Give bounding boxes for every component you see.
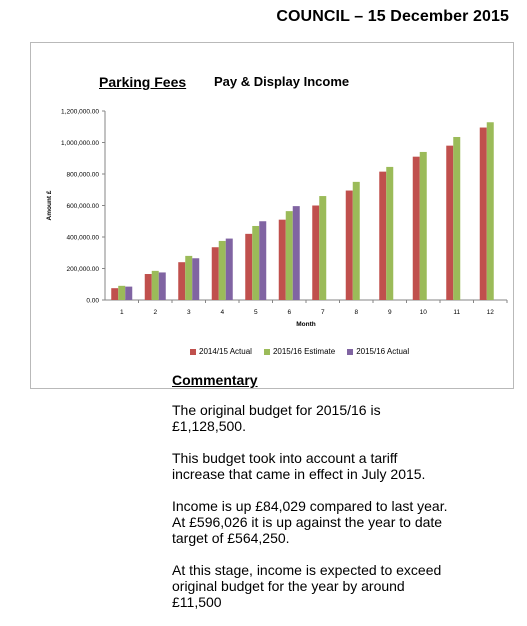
commentary-paragraph: The original budget for 2015/16 is £1,128,500. [172, 402, 381, 434]
bar-2014-15-actual [145, 274, 152, 300]
bar-2015-16-estimate [219, 241, 226, 300]
legend-swatch [264, 349, 270, 355]
bar-2014-15-actual [480, 128, 487, 300]
legend-item [190, 347, 252, 356]
x-tick-label: 12 [486, 309, 494, 316]
bar-2015-16-estimate [319, 196, 326, 300]
y-axis-label: Amount £ [46, 190, 53, 221]
bar-2014-15-actual [312, 206, 319, 301]
bar-2015-16-estimate [152, 271, 159, 300]
bar-2015-16-estimate [286, 211, 293, 300]
bar-2015-16-actual [226, 239, 233, 300]
bar-2014-15-actual [111, 288, 118, 300]
bar-2014-15-actual [178, 262, 185, 300]
x-tick-label: 4 [220, 309, 225, 316]
bar-2015-16-actual [159, 272, 166, 300]
y-tick-label: 200,000.00 [66, 266, 99, 273]
x-tick-label: 1 [119, 309, 124, 316]
bar-2014-15-actual [245, 234, 252, 300]
commentary-heading: Commentary [172, 372, 258, 388]
legend-swatch [190, 349, 196, 355]
legend-label: 2014/15 Actual [199, 347, 252, 356]
x-tick-label: 11 [453, 309, 461, 316]
legend-item [347, 347, 409, 356]
page-header: COUNCIL – 15 December 2015 [276, 8, 509, 25]
bar-2014-15-actual [413, 157, 420, 300]
x-tick-label: 10 [419, 309, 427, 316]
x-tick-label: 8 [354, 309, 359, 316]
x-tick-label: 9 [387, 309, 392, 316]
chart-subtitle: Pay & Display Income [214, 74, 350, 89]
bar-2014-15-actual [212, 247, 219, 300]
y-tick-label: 400,000.00 [66, 234, 99, 242]
commentary-paragraph: This budget took into account a tariff increase that came in effect in July 2015. [172, 450, 426, 482]
bar-chart [31, 43, 515, 390]
chart-legend [190, 347, 409, 356]
bar-2014-15-actual [346, 191, 353, 300]
legend-label: 2015/16 Estimate [272, 347, 336, 356]
x-tick-label: 3 [186, 309, 191, 316]
bar-2015-16-estimate [386, 167, 393, 300]
y-tick-label: 1,000,000.00 [61, 140, 99, 147]
bar-2015-16-estimate [185, 256, 192, 300]
y-tick-label: 600,000.00 [66, 203, 99, 210]
legend-item [264, 347, 335, 356]
legend-label: 2015/16 Actual [356, 347, 410, 356]
chart-panel [30, 42, 514, 389]
bar-2015-16-estimate [118, 286, 125, 300]
commentary-paragraph: Income is up £84,029 compared to last year. At £596,026 it is up against the year to date target of £564,250. [172, 498, 448, 546]
y-tick-label: 800,000.00 [66, 171, 99, 179]
bar-2015-16-estimate [453, 137, 460, 300]
bar-2014-15-actual [446, 146, 453, 300]
bar-2015-16-actual [192, 258, 199, 300]
x-tick-label: 5 [253, 309, 258, 316]
bar-2015-16-estimate [353, 182, 360, 300]
bar-2015-16-estimate [487, 122, 494, 300]
bar-2014-15-actual [379, 172, 386, 300]
x-tick-label: 6 [287, 309, 292, 316]
bar-2015-16-estimate [420, 152, 427, 300]
bar-2015-16-estimate [252, 226, 259, 300]
bar-2015-16-actual [125, 287, 132, 300]
bar-2015-16-actual [259, 221, 266, 300]
x-axis-label: Month [296, 321, 316, 328]
chart-title: Parking Fees [99, 74, 187, 90]
commentary-paragraph: At this stage, income is expected to exceed original budget for the year by around £11,500 [172, 562, 442, 610]
legend-swatch [347, 349, 353, 355]
bar-2014-15-actual [279, 220, 286, 300]
bar-2015-16-actual [293, 206, 300, 300]
x-tick-label: 7 [320, 309, 325, 316]
commentary-section [172, 372, 472, 626]
x-tick-label: 2 [153, 309, 158, 316]
y-tick-label: 0.00 [86, 297, 99, 305]
y-tick-label: 1,200,000.00 [61, 108, 99, 116]
